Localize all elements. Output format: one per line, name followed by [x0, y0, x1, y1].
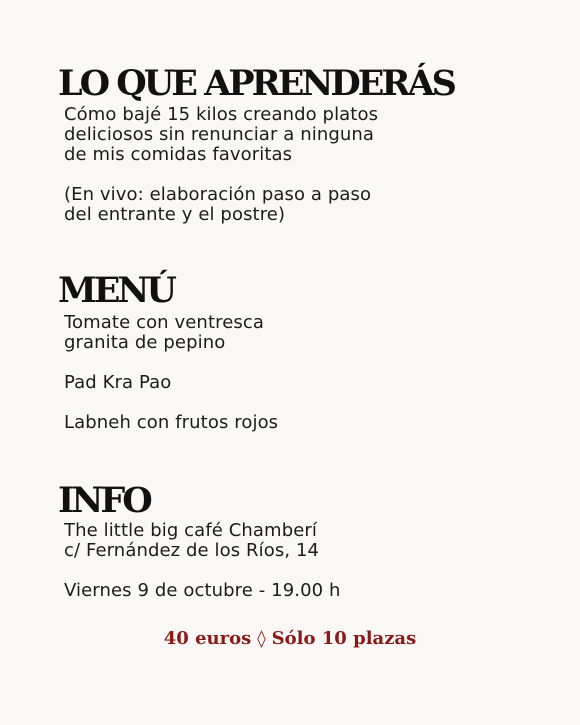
menu-item-line: granita de pepino	[64, 332, 226, 353]
menu-item-line: Pad Kra Pao	[64, 372, 172, 393]
price-text: 40 euros	[163, 628, 252, 649]
section-title-menu: MENÚ	[58, 270, 174, 311]
venue-name: The little big café Chamberí	[64, 520, 317, 541]
menu-item-line: Labneh con frutos rojos	[64, 412, 279, 433]
menu-item-line: Tomate con ventresca	[64, 312, 264, 333]
menu-item	[64, 373, 278, 393]
event-datetime	[64, 581, 341, 601]
learn-line: (En vivo: elaboración paso a paso	[64, 184, 372, 205]
learn-paragraph-2	[64, 185, 378, 225]
learn-line: Cómo bajé 15 kilos creando platos	[64, 104, 379, 125]
section-title-info: INFO	[58, 480, 150, 521]
section-title-learn: LO QUE APRENDERÁS	[58, 63, 454, 104]
venue-address	[64, 521, 341, 561]
learn-body	[64, 105, 378, 225]
price-footer	[0, 628, 580, 649]
diamond-separator-icon: ◊	[257, 629, 266, 649]
venue-street: c/ Fernández de los Ríos, 14	[64, 540, 320, 561]
learn-line: deliciosos sin renunciar a ninguna	[64, 124, 375, 145]
event-datetime-text: Viernes 9 de octubre - 19.00 h	[64, 580, 341, 601]
seats-text: Sólo 10 plazas	[271, 628, 417, 649]
learn-line: del entrante y el postre)	[64, 204, 286, 225]
menu-item	[64, 313, 278, 353]
menu-item	[64, 413, 278, 433]
menu-list	[64, 313, 278, 433]
learn-paragraph-1	[64, 105, 378, 165]
learn-line: de mis comidas favoritas	[64, 144, 293, 165]
info-body	[64, 521, 341, 601]
